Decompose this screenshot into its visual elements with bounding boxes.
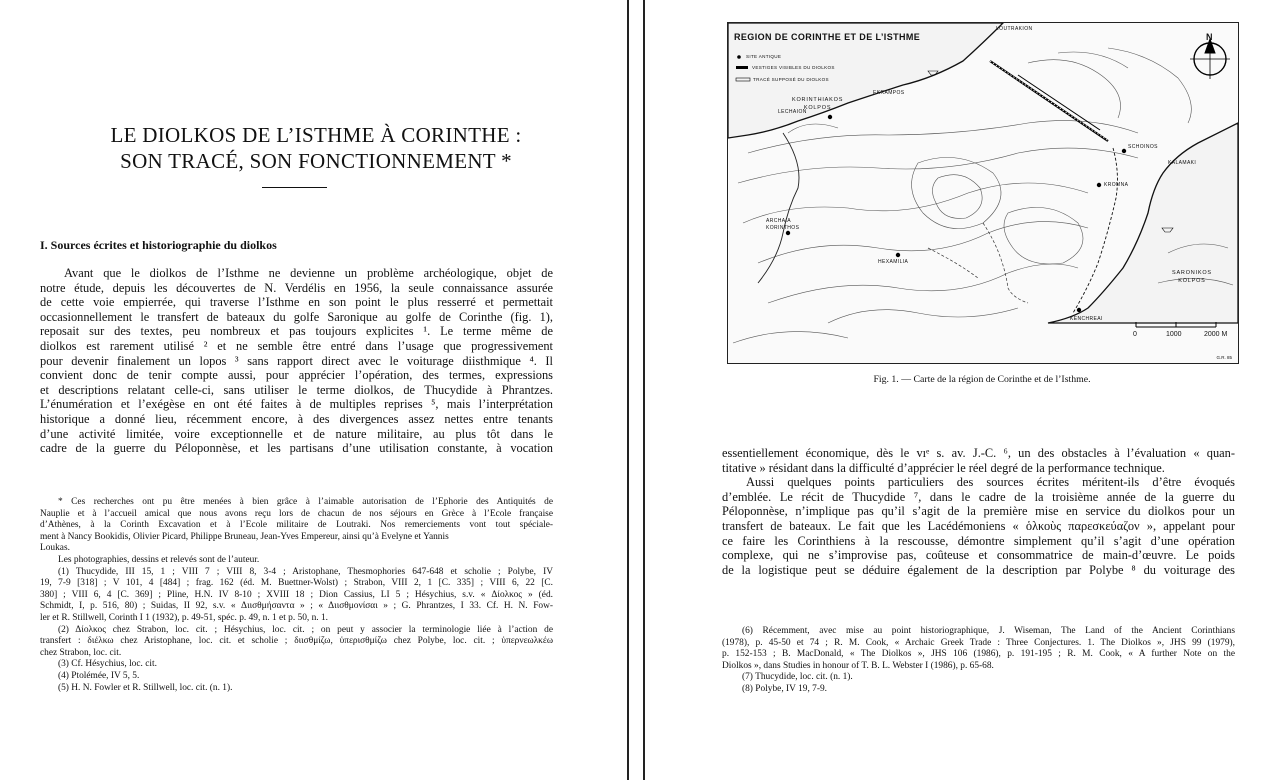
footnote-line: 380] ; VIII 6, 4 [C. 369] ; Pline, H.N. IV 8-10 ; XVIII 18 ; Dion Cassius, LI 5 ; Hésychius, s.v. « Δίολκος » (éd. [40,589,553,600]
footnote-line: Schmidt, I, p. 516, 80) ; Suidas, II 92, s.v. « Διισθμήσαντα » ; « Διισθμονίσαι » ; G. Phrantzes, I 33. Cf. H. N. Fow- [40,601,553,612]
paragraph-line: d’une activité limitée, voire exceptionnelle et de nature militaire, au plus tôt dans le [40,426,553,441]
paragraph-line: essentiellement économique, dès le vıᵉ s. av. J.-C. ⁶, un des obstacles à l’évaluation « quan- [722,446,1235,460]
paragraph-line: convient donc de tenir compte aussi, pour apprécier l’opération, des termes, expressions [40,368,553,383]
paragraph-line: de cette voie empierrée, qui traverse l’Isthme en son point le plus resserré et permettait [40,295,553,310]
footnote-line: 19, 7-9 [318] ; V 101, 4 [484] ; frag. 162 (éd. M. Buettner-Wolst) ; Strabon, VIII 2, 1 [C. 335] ; VIII 6, 22 [C. [40,578,553,589]
place-lechaion: LECHAION [778,109,807,115]
title-divider [262,187,327,188]
legend-visible-symbol [736,66,748,69]
footnote-line: chez Strabon, loc. cit. [40,647,122,658]
place-archaia-korinthos: ARCHAIA KORINTHOS [766,218,800,231]
paragraph-line: cadre de la guerre du Péloponnèse, et les partisans d’une utilisation constante, à vocation [40,441,553,456]
article-title-line-2: SON TRACÉ, SON FONCTIONNEMENT * [120,149,512,173]
paragraph-line: et descriptions relatant celle-ci, sans utiliser le terme diolkos, de Thucydide à Phrantzes. [40,382,553,397]
paragraph-line: ce faire les Corinthiens à la rescousse, démontre simplement qu’il s’agit d’une opération [722,533,1235,548]
paragraph-line: reposait sur des textes, peu nombreux et pas toujours explicites ¹. Le terme même de [40,324,553,339]
place-kromna: KROMNA [1104,182,1129,188]
legend-supposed: TRACÉ SUPPOSÉ DU DIOLKOS [753,77,829,82]
sea-saronikos-line-2: KOLPOS [1178,278,1206,284]
place-ekrampos: EKRAMPOS [873,90,905,96]
paragraph-line: d’emblée. Le récit de Thucydide ⁷, dans le cadre de la troisième année de la guerre du [722,489,1235,504]
north-arrow [1190,39,1230,79]
page-edge-left [627,0,629,780]
paragraph-line: L’énumération et l’exégèse en ont été faites à de multiples reprises ⁵, mais l’interprétation [40,397,553,412]
place-loutrakion: LOUTRAKION [996,26,1033,32]
site-markers [786,115,1129,312]
paragraph-line: Péloponnèse, n’implique pas qu’il s’agit de la première mise en service du diolkos pour un [722,504,1235,519]
legend-visible: VESTIGES VISIBLES DU DIOLKOS [752,65,835,70]
body-text-right [722,446,1235,577]
paragraph-line: de la logistique peut se déduire également de la description par Polybe ⁸ du voiturage des [722,562,1235,577]
footnotes-left [40,497,553,694]
map-credit: G.R. 85 [1216,355,1232,360]
sea-korinthiakos-line-2: KOLPOS [803,105,832,111]
sea-saronikos-line-1: SARONIKOS [1172,270,1212,276]
sea-korinthiakos-line-1: KORINTHIAKOS [792,97,844,103]
canal-line [1018,75,1100,130]
footnote-line: Diolkos », dans Studies in honour of T. B. L. Webster I (1986), p. 65-68. [722,660,994,671]
footnotes-right [722,626,1235,696]
footnote-line: (5) H. N. Fowler et R. Stillwell, loc. cit. (n. 1). [58,682,233,693]
paragraph-line: pour devenir finalement un lopos ³ sans rapport direct avec le voiturage diisthmique ⁴. Il [40,353,553,368]
paragraph-line: complexe, qui ne s’improvise pas, coûteuse et consommatrice de main-d’œuvre. Le poids [722,548,1235,563]
footnote-line: Nauplie et à l’accueil amical que nous avons reçu lors de chacun de nos séjours en Grèce à l’École française [40,508,553,519]
track-lines [928,223,1028,303]
place-schoinos: SCHOINOS [1128,144,1158,150]
place-kenchreai: KENCHREAI [1070,316,1103,322]
footnote-line: Les photographies, dessins et relevés sont de l’auteur. [58,554,260,565]
footnote-line: * Ces recherches ont pu être menées à bien grâce à l’aimable autorisation de l’Éphorie des Antiquités de [58,497,553,507]
footnote-line: transfert : διέλκω chez Aristophane, loc. cit. et scholie ; διισθμίζω, ὑπερισθμίζω chez Polybe, loc. cit. ; ὑπερνεωλκέω [40,636,553,647]
section-heading: I. Sources écrites et historiographie du diolkos [40,238,277,252]
sea-saronikos [1172,269,1212,285]
paragraph-line: historique a donné lieu, récemment encore, à des divergences assez nettes entre tenants [40,411,553,426]
footnote-line: (4) Ptolémée, IV 5, 5. [58,670,140,681]
figure-caption: Fig. 1. — Carte de la région de Corinthe et de l’Isthme. [873,374,1091,385]
paragraph-line: Aussi quelques points particuliers des sources écrites méritent-ils d’être évoqués [746,475,1235,490]
footnote-line: Loukas. [40,543,70,554]
footnote-line: (3) Cf. Hésychius, loc. cit. [58,659,157,670]
paragraph-line: diolkos est rarement utilisé ² et ne semble être entré dans l’usage que progressivement [40,338,553,353]
legend-site: SITE ANTIQUE [746,54,782,59]
place-kalamaki: KALAMAKI [1168,160,1197,166]
place-hexamilia: HEXAMILIA [878,259,909,265]
footnote-line: (1978), p. 45-50 et 74 ; R. M. Cook, « Archaic Greek Trade : Three Conjectures. 1. The Diolkos », JHS 99 (1979), [722,637,1235,648]
north-label: N [1206,32,1213,42]
boat-icons [928,71,1173,232]
left-page [0,0,627,780]
footnote-line: ment à Nancy Bookidis, Olivier Picard, Philippe Bruneau, Jean-Yves Empereur, ainsi qu’à Évelyne et Yannis [40,531,449,542]
article-title-line-1: LE DIOLKOS DE L’ISTHME À CORINTHE : [110,123,522,147]
footnote-line: (6) Récemment, avec mise au point historiographique, J. Wiseman, The Land of the Ancient Corinthians [742,626,1235,636]
paragraph-line: transfert de bateaux. Le fait que les Lacédémoniens « ὁλκοὺς παρεσκεύαζον », appelant pour [722,518,1235,533]
diolkos-supposed-line [990,61,1113,144]
scale-label-2000: 2000 M [1204,331,1228,338]
map-figure [727,22,1239,364]
map-title: REGION DE CORINTHE ET DE L’ISTHME [734,32,921,42]
footnote-line: ler et R. Stillwell, Corinth I 1 (1932), p. 49-51, spéc. p. 49, n. 1 et p. 50, n. 1. [40,612,328,623]
sea-korinthiakos [792,96,843,112]
paragraph-line: notre étude, depuis les découvertes de N. Verdélis en 1956, la seule connaissance assurée [40,280,553,295]
paragraph-line: titative » résidant dans la difficulté d’apprécier le réel degré de la performance technique. [722,460,1165,475]
footnote-line: p. 152-153 ; B. MacDonald, « The Diolkos », JHS 106 (1986), p. 191-195 ; R. M. Cook, « A further Note on the [722,649,1235,660]
footnote-line: (1) Thucydide, III 15, 1 ; VIII 7 ; VIII 8, 3-4 ; Aristophane, Thesmophories 647-648 et scholie ; Polybe, IV [58,566,553,577]
footnote-line: d’Athènes, à la Corinth Excavation et à l’École militaire de Loutraki. Nos remerciements vont tout spéciale- [40,520,553,531]
paragraph-line: occasionnellement le transfert de bateaux du golfe Saronique au golfe de Corinthe (fig. 1), [40,309,553,324]
scale-label-0: 0 [1133,331,1137,338]
legend-site-symbol [737,55,741,59]
scale-label-1000: 1000 [1166,331,1182,338]
paragraph-line: Avant que le diolkos de l’Isthme ne devienne un problème archéologique, objet de [64,266,553,280]
footnote-line: (8) Polybe, IV 19, 7-9. [742,683,827,694]
map-drawing [728,23,1238,363]
body-text-left [40,266,553,456]
saronic-gulf-sea [1048,123,1238,323]
footnote-line: (7) Thucydide, loc. cit. (n. 1). [742,672,853,683]
footnote-line: (2) Δίολκος chez Strabon, loc. cit. ; Hésychius, loc. cit. ; on peut y associer la terminologie liée à l’action de [58,624,553,635]
